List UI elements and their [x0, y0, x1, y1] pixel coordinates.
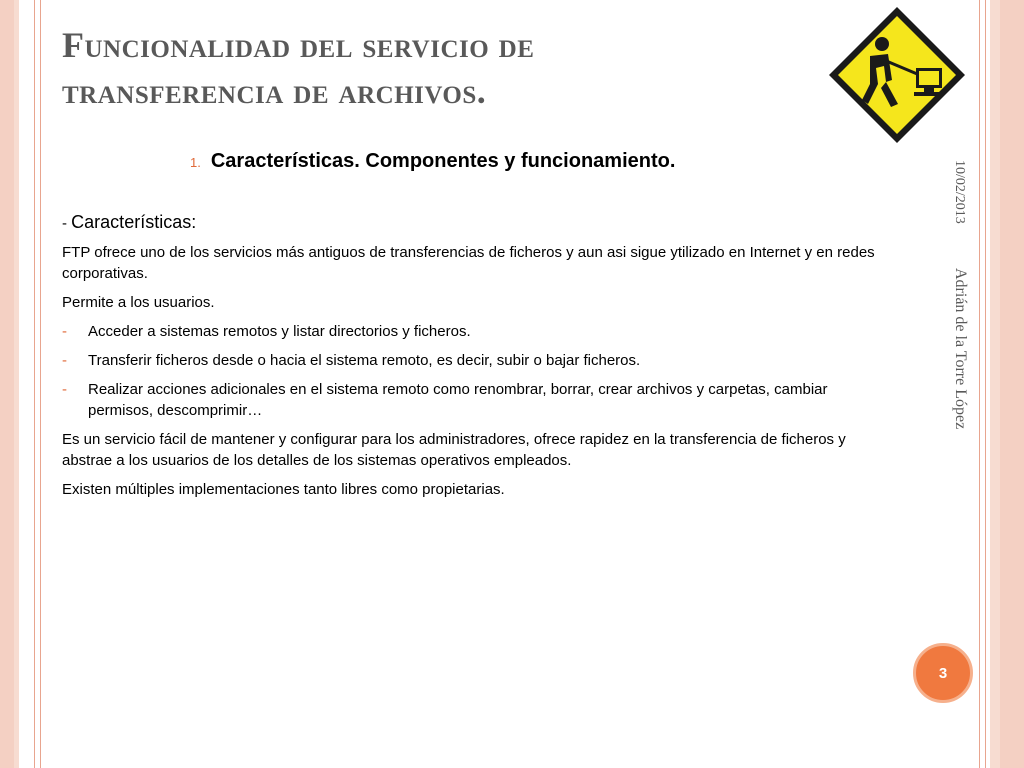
- page-number-badge: [913, 643, 973, 703]
- bullet-marker: -: [62, 381, 67, 398]
- slide-date: 10/02/2013: [952, 160, 967, 224]
- page-number: 3: [938, 664, 948, 682]
- slide-title: Funcionalidad del servicio de transferencia de archivos.: [62, 25, 535, 111]
- heading-dash: -: [62, 215, 72, 232]
- bullet-marker: -: [62, 352, 67, 369]
- right-border-band: [990, 0, 1000, 768]
- right-border-line: [979, 0, 980, 768]
- heading-text: Características:: [71, 212, 197, 232]
- left-border-band: [0, 0, 14, 768]
- bullet-text: Acceder a sistemas remotos y listar directorios y ficheros.: [88, 323, 471, 340]
- subtitle-text: Características. Componentes y funcionamiento.: [210, 150, 676, 172]
- left-border-band: [14, 0, 19, 768]
- construction-worker-sign-icon: [826, 4, 968, 146]
- intro-paragraph: FTP ofrece uno de los servicios más antiguos de transferencias de ficheros y aun asi sigue ytilizado en Internet y en redes corporativas.: [62, 244, 875, 282]
- paragraph-3: Existen múltiples implementaciones tanto libres como propietarias.: [62, 481, 505, 498]
- list-item: [62, 350, 882, 371]
- section-subtitle: [190, 150, 675, 173]
- left-border-line: [40, 0, 41, 768]
- left-border-line: [34, 0, 35, 768]
- subtitle-number: 1.: [190, 155, 201, 170]
- permite-paragraph: Permite a los usuarios.: [62, 294, 215, 311]
- bullet-text: Realizar acciones adicionales en el sistema remoto como renombrar, borrar, crear archivos y carpetas, cambiar permisos, descomprimir…: [88, 381, 828, 419]
- bullet-marker: -: [62, 323, 67, 340]
- characteristics-heading: [62, 212, 882, 234]
- right-border-band: [1000, 0, 1024, 768]
- bullet-text: Transferir ficheros desde o hacia el sistema remoto, es decir, subir o bajar ficheros.: [88, 352, 641, 369]
- right-border-line: [985, 0, 986, 768]
- slide-body: [62, 212, 882, 508]
- list-item: [62, 321, 882, 342]
- list-item: [62, 379, 882, 421]
- paragraph-2: Es un servicio fácil de mantener y configurar para los administradores, ofrece rapidez en la transferencia de ficheros y abstrae a los usuarios de los detalles de los sistemas operativos empleados.: [62, 431, 846, 469]
- slide-author: Adrián de la Torre López: [952, 268, 969, 430]
